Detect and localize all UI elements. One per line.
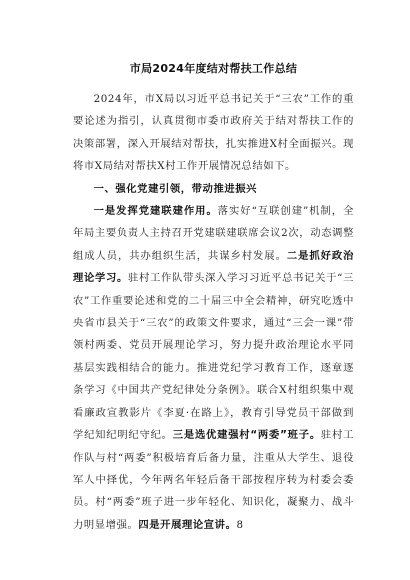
point-text-1: 落实好“互联创建”机制，全年局主要负责人主持召开党建联建联席会议2次，动态调整组成人员，共办组织生活，共谋乡村发展。 (73, 205, 354, 262)
section-body-paragraph (73, 200, 354, 536)
point-lead-1: 一是发挥党建联建作用。 (93, 205, 218, 218)
point-lead-3: 三是选优建强村“两委”班子。 (172, 429, 321, 442)
document-page (73, 62, 354, 536)
point-text-2: 驻村工作队带头深入学习习近平总书记关于“三农”工作重要论述和党的二十届三中全会精神，研究吃透中央省市县关于“三农”的政策文件要求，通过“三会一课”带领村两委、党员开展理论学习，努力提升政治理论水平同基层实践相结合的能力。推进党纪学习教育工作，逐章逐条学习《中国共产党纪律处分条例》。联合X村组织集中观看廉政宣教影片《李夏·在路上》，教育引导党员干部做到学纪知纪明纪守纪。 (73, 272, 354, 442)
point-text-3: 驻村工作队与村“两委”积极培育后备力量，注重从大学生、退役军人中择优，今年两名年轻后备干部按程序转为村委会委员。村“两委”班子进一步年轻化、知识化，凝聚力、战斗力明显增强。 (73, 429, 354, 531)
point-lead-4: 四是开展理论宣讲。 (138, 518, 237, 531)
point-text-4: 8 (236, 518, 244, 531)
intro-paragraph: 2024年，市X局以习近平总书记关于“三农”工作的重要论述为指引，认真贯彻市委市政府关于结对帮扶工作的决策部署，深入开展结对帮扶，扎实推进X村全面振兴。现将市X局结对帮扶X村工作开展情况总结如下。 (73, 93, 354, 173)
section-heading: 一、强化党建引领，带动推进振兴 (93, 182, 258, 195)
point-lead-2: 二是抓好政治理论学习。 (73, 249, 354, 285)
document-title: 市局2024年度结对帮扶工作总结 (129, 62, 298, 75)
